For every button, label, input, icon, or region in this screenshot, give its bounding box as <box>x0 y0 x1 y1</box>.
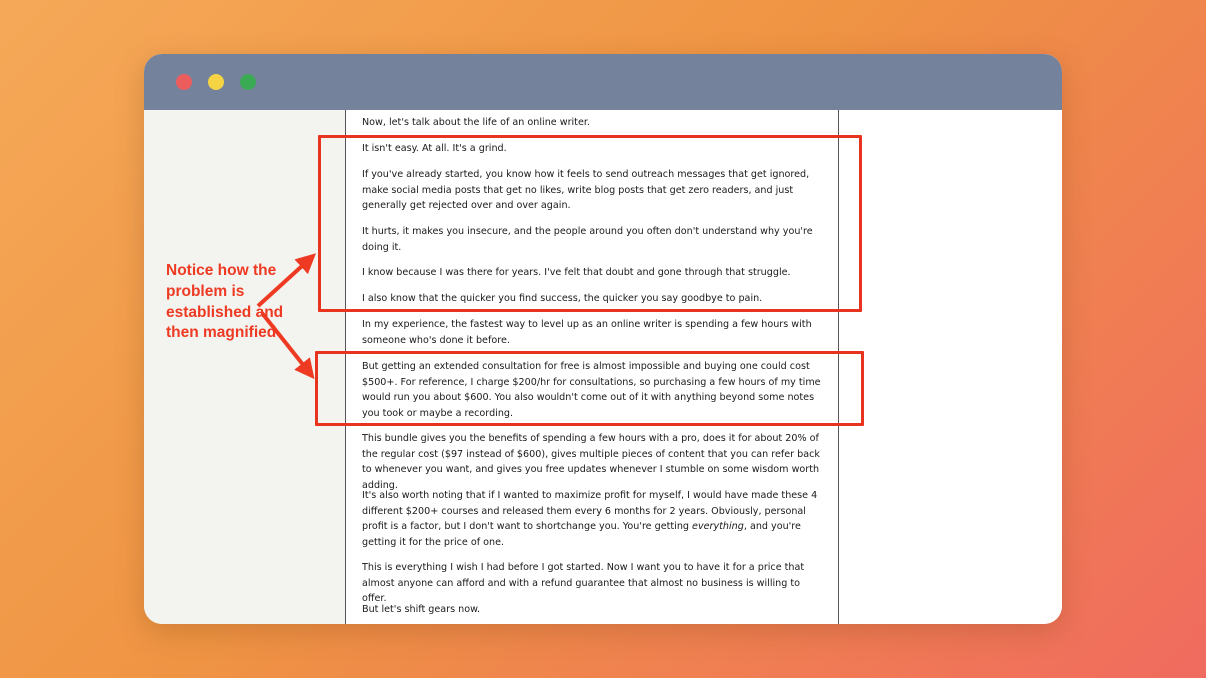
paragraph: If you've already started, you know how it feels to send outreach messages that get ignored, make social media posts that get no likes, write blog posts that get zero readers, and just generally get rejected over and over again. <box>362 169 810 212</box>
right-margin-panel <box>839 110 1062 624</box>
paragraph: It hurts, it makes you insecure, and the people around you often don't understand why you're doing it. <box>362 226 813 253</box>
highlight-box-magnified <box>315 351 864 426</box>
paragraph-text: , and you're getting it for the price of one. <box>362 521 801 548</box>
title-bar <box>144 54 1062 110</box>
paragraph: This is everything I wish I had before I got started. Now I want you to have it for a price that almost anyone can afford and with a refund guarantee that almost no business is willing to offer. <box>362 562 805 605</box>
minimize-window-button[interactable] <box>208 74 224 90</box>
paragraph: I also know that the quicker you find success, the quicker you say goodbye to pain. <box>362 293 763 304</box>
close-window-button[interactable] <box>176 74 192 90</box>
highlight-box-problem <box>318 135 862 312</box>
paragraph: But let's shift gears now. <box>362 604 481 615</box>
paragraph: I know because I was there for years. I've felt that doubt and gone through that struggle. <box>362 267 791 278</box>
emphasis-text: everything <box>692 521 744 533</box>
paragraph <box>362 488 822 550</box>
paragraph: This bundle gives you the benefits of spending a few hours with a pro, does it for about 20% of the regular cost ($97 instead of $600), gives multiple pieces of content that you can refer back to whenever you want, and gives you free updates whenever I stumble on some wisdom worth adding. <box>362 433 820 491</box>
paragraph: It isn't easy. At all. It's a grind. <box>362 143 507 154</box>
paragraph: Now, let's talk about the life of an online writer. <box>362 117 590 128</box>
paragraph-text: It's also worth noting that if I wanted to maximize profit for myself, I would have made these 4 different $200+ courses and released them every 6 months for 2 years. Obviously, personal profit is a factor, but I don't want to shortchange you. You're getting <box>362 490 818 533</box>
paragraph: But getting an extended consultation for free is almost impossible and buying one could cost $500+. For reference, I charge $200/hr for consultations, so purchasing a few hours of my time would run you about $600. You also wouldn't come out of it with anything beyond some notes you took or maybe a recording. <box>362 361 821 419</box>
maximize-window-button[interactable] <box>240 74 256 90</box>
paragraph: In my experience, the fastest way to level up as an online writer is spending a few hours with someone who's done it before. <box>362 319 812 346</box>
annotation-label: Notice how the problem is established and then magnified <box>166 262 284 342</box>
